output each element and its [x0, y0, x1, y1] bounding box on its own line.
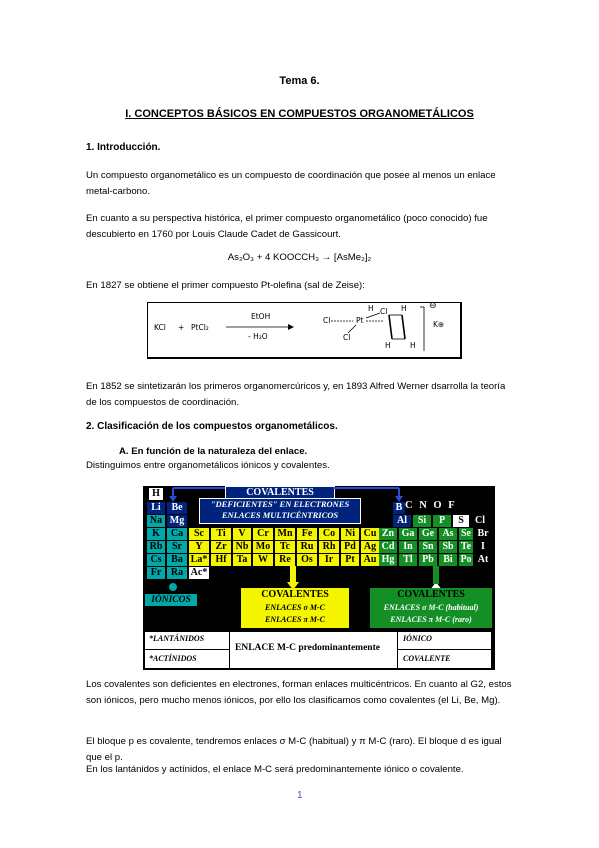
lantanidos-label: *LANTÁNIDOS	[149, 634, 205, 643]
label-pt: Pt	[356, 316, 364, 325]
element-p: P	[433, 515, 451, 527]
label-h1: H	[368, 304, 374, 313]
element-mo: Mo	[253, 541, 273, 553]
element-fe: Fe	[297, 528, 317, 540]
element-ba: Ba	[167, 554, 187, 566]
element-s: S	[453, 515, 469, 527]
reactant-kcl: KCl	[154, 323, 166, 332]
subsection-a: A. En función de la naturaleza del enlace.	[119, 446, 308, 457]
paragraph-covalentes: Los covalentes son deficientes en electrones, forman enlaces multicéntricos. En cuanto al G2, estos son iónicos, pero mucho menos iónicos, por ello los clasificamos como covalentes (el Li, Be, Mg).	[86, 679, 512, 706]
element-cl: Cl	[475, 515, 485, 526]
element-rb: Rb	[147, 541, 165, 553]
element-li: Li	[147, 502, 165, 514]
label-cl-left: Cl	[323, 316, 331, 325]
section-1-title: 1. Introducción.	[86, 142, 161, 153]
element-fr: Fr	[147, 567, 165, 579]
element-i: I	[481, 541, 485, 552]
element-pb: Pb	[419, 554, 437, 566]
paragraph-zeise: En 1827 se obtiene el primer compuesto Pt-olefina (sal de Zeise):	[86, 280, 365, 291]
element-as: As	[439, 528, 457, 540]
element-hg: Hg	[379, 554, 397, 566]
element-la: La*	[190, 554, 208, 565]
covalentes-right-line-2: ENLACES π M-C (raro)	[390, 615, 472, 624]
covalentes-mid-label: COVALENTES	[261, 589, 329, 600]
plus-sign: +	[178, 323, 185, 332]
element-be: Be	[167, 502, 187, 514]
element-cr: Cr	[253, 528, 273, 540]
element-ra: Ra	[167, 567, 187, 579]
element-in: In	[399, 541, 417, 553]
page-number: 1	[297, 790, 303, 801]
element-v: V	[233, 528, 251, 540]
element-ir: Ir	[319, 554, 339, 566]
paragraph-1852: En 1852 se sintetizarán los primeros organomercúricos y, en 1893 Alfred Werner dsarrolla la teoría de los compuestos de coordinación.	[86, 381, 506, 408]
covalentes-mid-line-1: ENLACES σ M-C	[265, 603, 325, 612]
element-zr: Zr	[211, 541, 231, 553]
element-ag: Ag	[361, 541, 379, 553]
element-cu: Cu	[361, 528, 379, 540]
element-te: Te	[460, 541, 472, 552]
paragraph-bloque-p: El bloque p es covalente, tendremos enlaces σ M-C (habitual) y π M-C (raro). El bloque d es igual que el p.	[86, 736, 502, 763]
element-ge: Ge	[419, 528, 437, 540]
element-cs: Cs	[147, 554, 165, 566]
bond-summary-box	[145, 632, 491, 668]
label-h3: H	[385, 341, 391, 350]
reactant-ptcl2: PtCl₂	[191, 323, 209, 332]
paragraph-lantanidos: En los lantánidos y actínidos, el enlace M-C será predominantemente iónico o covalente.	[86, 764, 464, 775]
actinidos-label: *ACTÍNIDOS	[149, 654, 197, 663]
covalentes-top-label: COVALENTES	[225, 486, 335, 500]
element-br: Br	[477, 528, 489, 539]
element-au: Au	[361, 554, 379, 566]
element-nb: Nb	[233, 541, 251, 553]
element-at: At	[477, 554, 489, 565]
element-mn: Mn	[275, 528, 295, 540]
covalentes-right-line-1: ENLACES σ M-C (habitual)	[383, 603, 479, 612]
zeise-reaction-image	[147, 302, 462, 359]
deficientes-line-1: "DEFICIENTES" EN ELECTRONES	[210, 499, 350, 509]
equation: As₂O₃ + 4 KOOCCH₃ → [AsMe₂]₂	[227, 252, 372, 263]
element-ti: Ti	[211, 528, 231, 540]
element-na: Na	[147, 515, 165, 527]
element-ac: Ac*	[190, 567, 208, 578]
covalentes-mid-box	[241, 588, 349, 628]
element-rh: Rh	[319, 541, 339, 553]
element-w: W	[253, 554, 273, 566]
element-sn: Sn	[419, 541, 437, 553]
element-b: B	[393, 502, 405, 514]
reaction-lines	[148, 303, 460, 357]
element-ru: Ru	[297, 541, 317, 553]
charge-minus: ⊖	[429, 301, 437, 311]
element-ta: Ta	[233, 554, 251, 566]
element-ca: Ca	[167, 528, 187, 540]
ionico-label: IÓNICO	[403, 634, 432, 643]
element-hf: Hf	[211, 554, 231, 566]
document-title: I. CONCEPTOS BÁSICOS EN COMPUESTOS ORGANOMETÁLICOS	[125, 108, 474, 120]
paragraph-definition: Un compuesto organometálico es un compuesto de coordinación que posee al menos un enlace metal-carbono.	[86, 170, 496, 197]
element-k: K	[147, 528, 165, 540]
element-cd: Cd	[379, 541, 397, 553]
element-po: Po	[460, 554, 472, 565]
label-cl-bottom: Cl	[343, 333, 351, 342]
covalentes-right-box	[370, 588, 492, 628]
label-h2: H	[401, 304, 407, 313]
reagent-etoh: EtOH	[251, 312, 271, 321]
enlace-label: ENLACE M-C predominantemente	[235, 643, 380, 653]
element-ga: Ga	[399, 528, 417, 540]
cation-k: K⊕	[433, 320, 445, 329]
element-tc: Tc	[275, 541, 295, 553]
tema-heading: Tema 6.	[279, 75, 320, 87]
element-tl: Tl	[399, 554, 417, 566]
element-y: Y	[189, 541, 209, 553]
element-si: Si	[413, 515, 431, 527]
ionicos-label: IÓNICOS	[145, 594, 197, 606]
element-al: Al	[393, 515, 411, 527]
label-cl-top: Cl	[380, 307, 388, 316]
element-sr: Sr	[167, 541, 187, 553]
covalente-label: COVALENTE	[403, 654, 451, 663]
element-bi: Bi	[439, 554, 457, 566]
element-os: Os	[297, 554, 317, 566]
element-sc: Sc	[189, 528, 209, 540]
element-zn: Zn	[379, 528, 397, 540]
deficientes-line-2: ENLACES MULTICÉNTRICOS	[221, 510, 339, 520]
element-h: H	[149, 488, 163, 500]
section-2-title: 2. Clasificación de los compuestos organometálicos.	[86, 421, 338, 432]
element-pd: Pd	[341, 541, 359, 553]
element-mg: Mg	[167, 515, 187, 527]
byproduct-water: - H₂O	[248, 332, 268, 341]
periodic-table-figure	[143, 486, 495, 670]
element-se: Se	[461, 528, 471, 539]
row2-nonmetals: C N O F	[405, 500, 457, 511]
element-pt: Pt	[341, 554, 359, 566]
covalentes-right-label: COVALENTES	[397, 589, 465, 600]
label-h4: H	[410, 341, 416, 350]
covalentes-mid-line-2: ENLACES π M-C	[265, 615, 325, 624]
element-re: Re	[275, 554, 295, 566]
element-ni: Ni	[341, 528, 359, 540]
element-co: Co	[319, 528, 339, 540]
element-sb: Sb	[439, 541, 457, 553]
paragraph-history: En cuanto a su perspectiva histórica, el primer compuesto organometálico (poco conocido) fue descubierto en 1760 por Louis Claude Cadet de Gassicourt.	[86, 213, 488, 240]
paragraph-distinguish: Distinguimos entre organometálicos iónicos y covalentes.	[86, 460, 330, 471]
